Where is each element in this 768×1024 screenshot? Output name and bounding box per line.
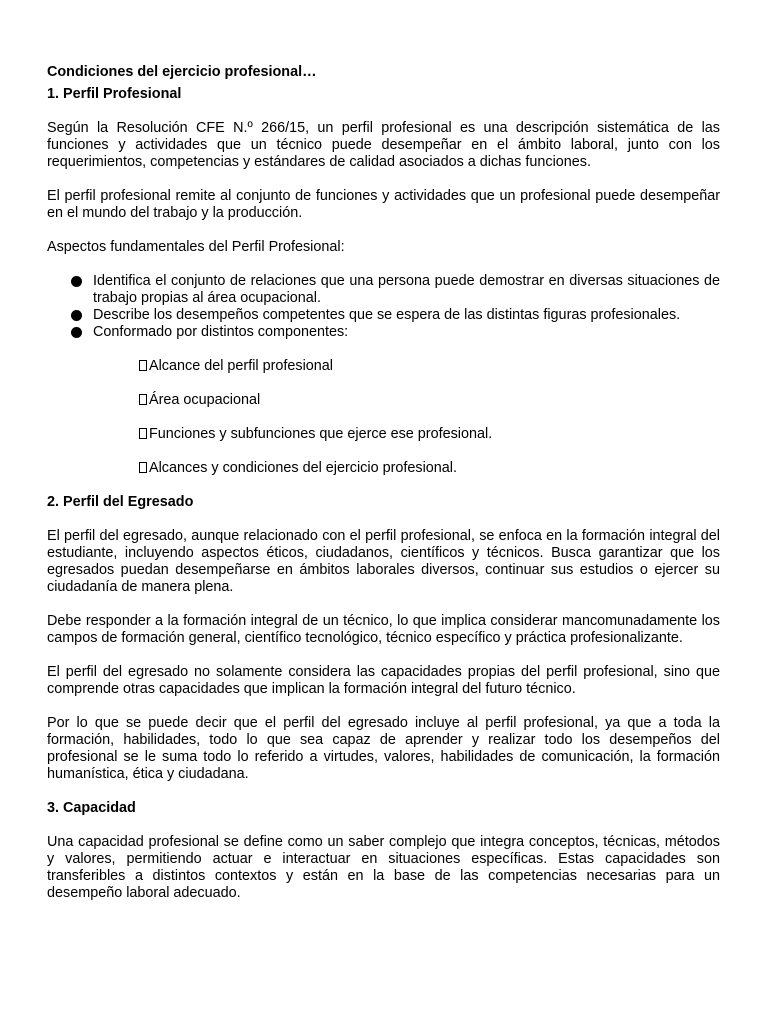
paragraph: Por lo que se puede decir que el perfil del egresado incluye al perfil profesional, ya que a toda la formación, habilidades, todo lo que sea capaz de aprender y realizar todo los desempeños del profesional se le suma todo lo referido a virtudes, valores, habilidades de comunicación, la formación humanística, ética y ciudadana. [47, 715, 720, 782]
paragraph: El perfil profesional remite al conjunto de funciones y actividades que un profesional puede desempeñar en el mundo del trabajo y la producción. [47, 188, 720, 221]
list-item-text: Conformado por distintos componentes: [93, 324, 349, 340]
component-item [93, 392, 720, 409]
component-text: Alcances y condiciones del ejercicio profesional. [149, 460, 457, 476]
list-item [47, 324, 720, 477]
paragraph: El perfil del egresado no solamente considera las capacidades propias del perfil profesional, sino que comprende otras capacidades que implican la formación integral del futuro técnico. [47, 664, 720, 697]
checkbox-square-icon [139, 462, 147, 473]
list-item [47, 273, 720, 307]
section-heading-perfil-profesional: 1. Perfil Profesional [47, 86, 182, 102]
component-text: Área ocupacional [149, 392, 261, 408]
paragraph: El perfil del egresado, aunque relacionado con el perfil profesional, se enfoca en la formación integral del estudiante, incluyendo aspectos éticos, ciudadanos, científicos y técnicos. Busca garantizar que los egresados puedan desempeñarse en ámbitos laborales diversos, continuar sus estudios o ejercer su ciudadanía de manera plena. [47, 528, 720, 595]
component-item [93, 460, 720, 477]
paragraph: Aspectos fundamentales del Perfil Profesional: [47, 239, 345, 255]
checkbox-square-icon [139, 428, 147, 439]
component-text: Funciones y subfunciones que ejerce ese profesional. [149, 426, 493, 442]
paragraph: Debe responder a la formación integral de un técnico, lo que implica considerar mancomunadamente los campos de formación general, científico tecnológico, técnico específico y práctica profesionalizante. [47, 613, 720, 646]
list-item [47, 307, 720, 324]
section-heading-perfil-egresado: 2. Perfil del Egresado [47, 494, 194, 510]
component-item [93, 426, 720, 443]
list-item-text: Identifica el conjunto de relaciones que una persona puede demostrar en diversas situaciones de trabajo propias al área ocupacional. [93, 273, 720, 306]
bullet-icon [71, 327, 82, 338]
component-text: Alcance del perfil profesional [149, 358, 333, 374]
paragraph: Según la Resolución CFE N.º 266/15, un perfil profesional es una descripción sistemática de las funciones y actividades que un técnico puede desempeñar en el ámbito laboral, junto con los requerimientos, competencias y estándares de calidad asociados a dichas funciones. [47, 120, 720, 170]
document-page [47, 64, 720, 902]
document-title: Condiciones del ejercicio profesional… [47, 64, 317, 80]
bullet-icon [71, 310, 82, 321]
bullet-icon [71, 276, 82, 287]
components-list [93, 358, 720, 477]
list-item-text: Describe los desempeños competentes que se espera de las distintas figuras profesionales. [93, 307, 681, 323]
paragraph: Una capacidad profesional se define como un saber complejo que integra conceptos, técnicas, métodos y valores, permitiendo actuar e interactuar en situaciones específicas. Estas capacidades son transferibles a distintos contextos y están en la base de las competencias necesarias para un desempeño laboral adecuado. [47, 834, 720, 901]
component-item [93, 358, 720, 375]
checkbox-square-icon [139, 360, 147, 371]
section-heading-capacidad: 3. Capacidad [47, 800, 136, 816]
checkbox-square-icon [139, 394, 147, 405]
bullet-list [47, 273, 720, 477]
